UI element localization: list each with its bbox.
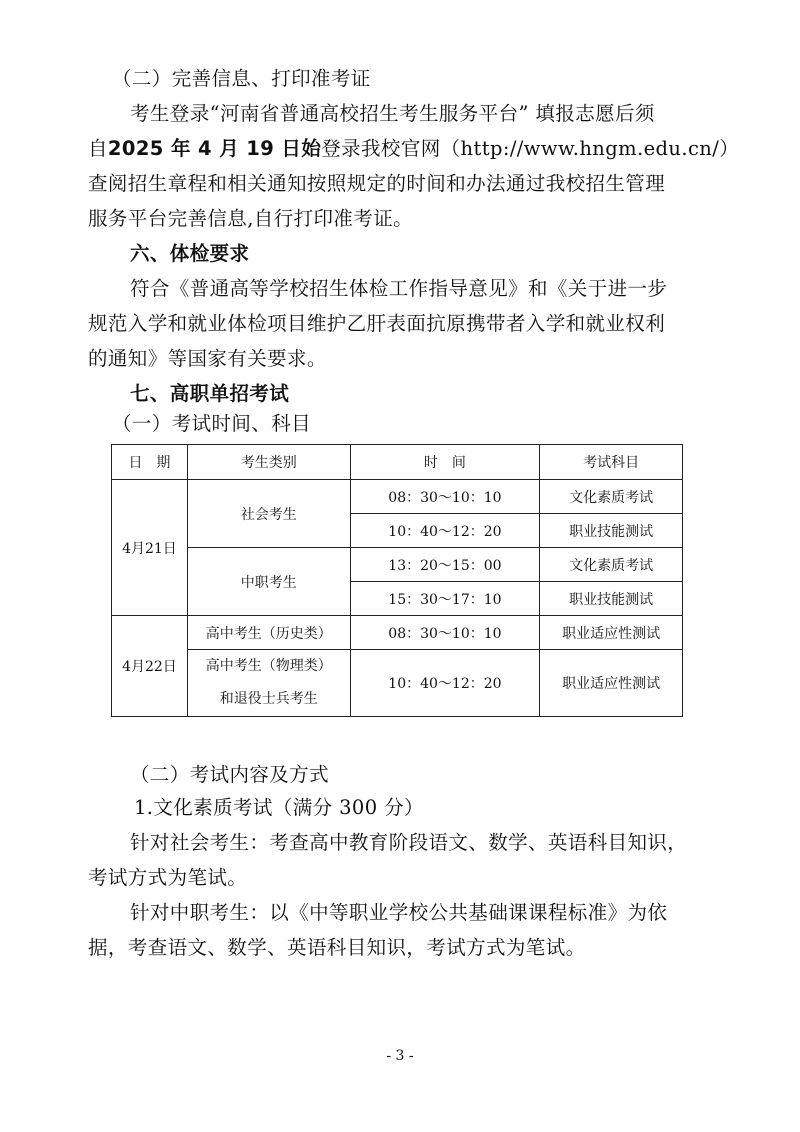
category-line: 和退役士兵考生 bbox=[219, 691, 318, 707]
paragraph-line: 考生登录“河南省普通高校招生考生服务平台” 填报志愿后须 bbox=[130, 102, 655, 125]
subject-cell: 职业适应性测试 bbox=[540, 616, 683, 650]
table-row bbox=[112, 650, 683, 717]
subject-cell: 文化素质考试 bbox=[540, 548, 683, 582]
paragraph-line: 规范入学和就业体检项目维护乙肝表面抗原携带者入学和就业权利 bbox=[88, 312, 666, 335]
paragraph-line bbox=[88, 136, 739, 162]
section-heading-6: 六、体检要求 bbox=[130, 242, 250, 265]
paragraph-line: 针对中职考生：以《中等职业学校公共基础课课程标准》为依 bbox=[130, 901, 668, 924]
subject-cell: 职业适应性测试 bbox=[540, 650, 683, 717]
paragraph-line: 针对社会考生：考查高中教育阶段语文、数学、英语科目知识， bbox=[130, 831, 688, 854]
category-cell: 中职考生 bbox=[187, 548, 350, 616]
subsection-heading: （一）考试时间、科目 bbox=[112, 412, 312, 435]
item-heading: 1.文化素质考试（满分 300 分） bbox=[134, 796, 424, 819]
subject-cell: 职业技能测试 bbox=[540, 582, 683, 616]
paragraph-line: 查阅招生章程和相关通知按照规定的时间和办法通过我校招生管理 bbox=[88, 172, 666, 195]
time-cell: 08：30～10：10 bbox=[350, 480, 540, 514]
time-cell: 15：30～17：10 bbox=[350, 582, 540, 616]
category-cell bbox=[187, 650, 350, 717]
paragraph-line: 考试方式为笔试。 bbox=[88, 866, 248, 889]
table-header-row bbox=[112, 445, 683, 480]
table-row bbox=[112, 480, 683, 514]
category-line: 高中考生（物理类） bbox=[205, 658, 332, 674]
paragraph-line: 的通知》等国家有关要求。 bbox=[88, 347, 327, 370]
header-time: 时 间 bbox=[350, 445, 540, 480]
exam-schedule-table bbox=[111, 444, 683, 717]
subsection-heading: （二）考试内容及方式 bbox=[130, 763, 330, 786]
date-cell: 4月22日 bbox=[112, 616, 188, 717]
date-highlight: 2025 年 4 月 19 日始 bbox=[107, 137, 322, 160]
subject-cell: 文化素质考试 bbox=[540, 480, 683, 514]
section-heading-2: （二）完善信息、打印准考证 bbox=[112, 67, 371, 90]
paragraph-line: 据，考查语文、数学、英语科目知识，考试方式为笔试。 bbox=[88, 936, 586, 959]
table-row bbox=[112, 548, 683, 582]
page-number: - 3 - bbox=[386, 1048, 414, 1064]
date-cell: 4月21日 bbox=[112, 480, 188, 616]
table-row bbox=[112, 616, 683, 650]
category-cell: 社会考生 bbox=[187, 480, 350, 548]
time-cell: 10：40～12：20 bbox=[350, 650, 540, 717]
text: 登录我校官网（http://www.hngm.edu.cn/） bbox=[321, 137, 740, 160]
time-cell: 10：40～12：20 bbox=[350, 514, 540, 548]
section-heading-7: 七、高职单招考试 bbox=[130, 382, 290, 405]
header-category: 考生类别 bbox=[187, 445, 350, 480]
header-subject: 考试科目 bbox=[540, 445, 683, 480]
subject-cell: 职业技能测试 bbox=[540, 514, 683, 548]
time-cell: 13：20～15：00 bbox=[350, 548, 540, 582]
header-date: 日 期 bbox=[112, 445, 188, 480]
paragraph-line: 服务平台完善信息,自行打印准考证。 bbox=[88, 207, 413, 230]
text: 自 bbox=[88, 137, 108, 160]
category-cell: 高中考生（历史类） bbox=[187, 616, 350, 650]
time-cell: 08：30～10：10 bbox=[350, 616, 540, 650]
paragraph-line: 符合《普通高等学校招生体检工作指导意见》和《关于进一步 bbox=[130, 277, 668, 300]
